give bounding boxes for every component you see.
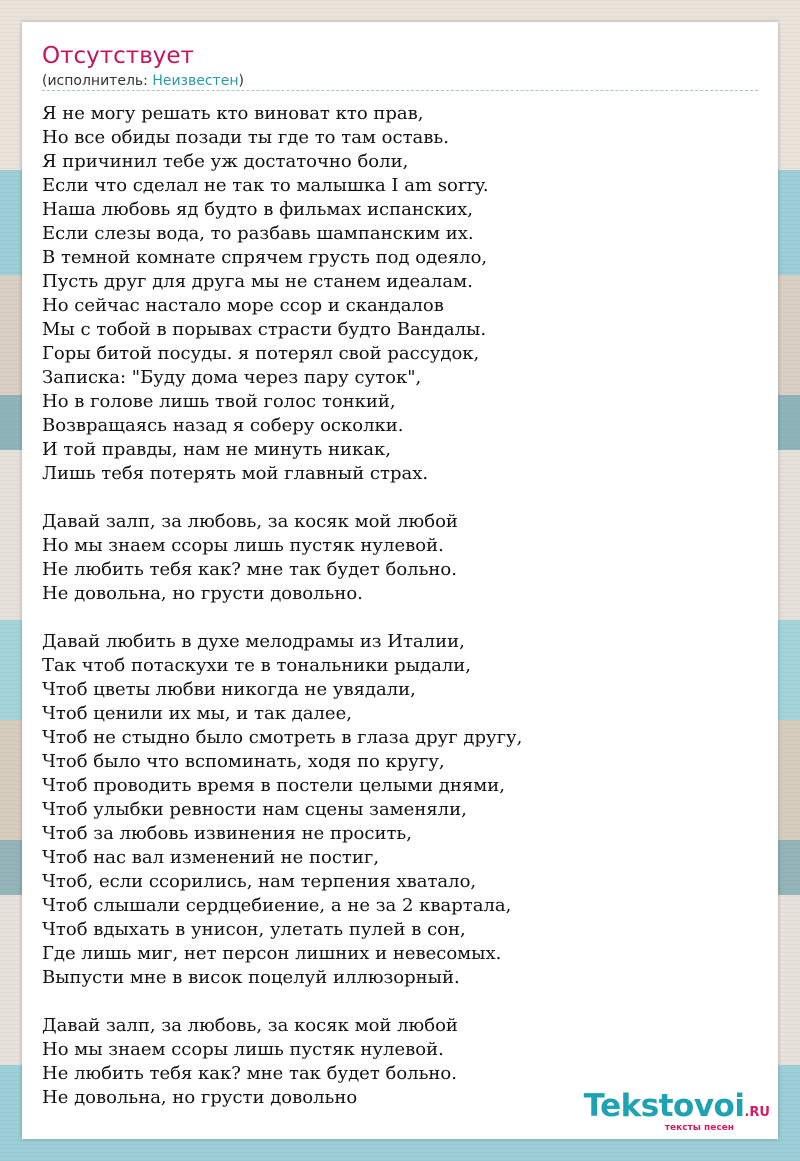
- lyrics-text: [42, 102, 758, 1110]
- lyric-line: Чтоб, если ссорились, нам терпения хватало,: [42, 871, 477, 892]
- site-logo[interactable]: [560, 1089, 770, 1133]
- lyric-line: Пусть друг для друга мы не станем идеалам.: [42, 271, 473, 292]
- lyric-line: Чтоб нас вал изменений не постиг,: [42, 847, 380, 868]
- lyric-line: Наша любовь яд будто в фильмах испанских,: [42, 199, 474, 220]
- lyric-line: Давай залп, за любовь, за косяк мой любой: [42, 1015, 458, 1036]
- title-divider: [42, 90, 758, 91]
- lyric-line: Если что сделал не так то малышка I am sorry.: [42, 175, 489, 196]
- lyric-line: Чтоб за любовь извинения не просить,: [42, 823, 412, 844]
- artist-prefix: (исполнитель:: [42, 73, 153, 89]
- lyric-line: Но мы знаем ссоры лишь пустяк нулевой.: [42, 535, 444, 556]
- lyric-line: Не любить тебя как? мне так будет больно.: [42, 559, 457, 580]
- lyric-line: Но мы знаем ссоры лишь пустяк нулевой.: [42, 1039, 444, 1060]
- lyric-line: Чтоб вдыхать в унисон, улетать пулей в сон,: [42, 919, 466, 940]
- lyric-line: Чтоб ценили их мы, и так далее,: [42, 703, 352, 724]
- lyric-line: Я причинил тебе уж достаточно боли,: [42, 151, 409, 172]
- lyric-line: Чтоб слышали сердцебиение, а не за 2 квартала,: [42, 895, 512, 916]
- lyric-line: Давай залп, за любовь, за косяк мой любой: [42, 511, 458, 532]
- lyric-line: [42, 486, 758, 510]
- lyric-line: Мы с тобой в порывах страсти будто Вандалы.: [42, 319, 487, 340]
- lyric-line: Горы битой посуды. я потерял свой рассудок,: [42, 343, 480, 364]
- lyric-line: [42, 606, 758, 630]
- lyric-line: [42, 990, 758, 1014]
- logo-name: Tekstovoi: [583, 1088, 745, 1124]
- lyric-line: Если слезы вода, то разбавь шампанским их.: [42, 223, 474, 244]
- lyric-line: Чтоб цветы любви никогда не увядали,: [42, 679, 416, 700]
- lyric-line: Лишь тебя потерять мой главный страх.: [42, 463, 429, 484]
- lyric-line: Чтоб проводить время в постели целыми днями,: [42, 775, 505, 796]
- lyric-line: Но все обиды позади ты где то там оставь.: [42, 127, 449, 148]
- lyric-line: Чтоб не стыдно было смотреть в глаза друг другу,: [42, 727, 523, 748]
- artist-suffix: ): [238, 73, 244, 89]
- lyric-line: Я не могу решать кто виноват кто прав,: [42, 103, 424, 124]
- logo-tagline: тексты песен: [664, 1123, 734, 1133]
- artist-line: [42, 72, 244, 90]
- lyric-line: Выпусти мне в висок поцелуй иллюзорный.: [42, 967, 460, 988]
- lyric-line: Чтоб улыбки ревности нам сцены заменяли,: [42, 799, 467, 820]
- logo-tld: .RU: [744, 1105, 770, 1120]
- lyric-line: Записка: "Буду дома через пару суток",: [42, 367, 422, 388]
- song-title: Отсутствует: [42, 43, 194, 69]
- lyric-line: Возвращаясь назад я соберу осколки.: [42, 415, 404, 436]
- lyric-line: Не любить тебя как? мне так будет больно.: [42, 1063, 457, 1084]
- lyric-line: Не довольна, но грусти довольно: [42, 1087, 358, 1108]
- artist-link[interactable]: Неизвестен: [152, 73, 239, 89]
- lyric-line: Чтоб было что вспоминать, ходя по кругу,: [42, 751, 445, 772]
- lyric-line: Давай любить в духе мелодрамы из Италии,: [42, 631, 465, 652]
- lyric-line: Но в голове лишь твой голос тонкий,: [42, 391, 396, 412]
- lyric-line: Но сейчас настало море ссор и скандалов: [42, 295, 444, 316]
- lyric-line: Где лишь миг, нет персон лишних и невесомых.: [42, 943, 502, 964]
- lyric-line: И той правды, нам не минуть никак,: [42, 439, 392, 460]
- lyrics-card: [22, 22, 778, 1139]
- lyric-line: Не довольна, но грусти довольно.: [42, 583, 363, 604]
- lyric-line: В темной комнате спрячем грусть под одеяло,: [42, 247, 488, 268]
- lyric-line: Так чтоб потаскухи те в тональники рыдали,: [42, 655, 472, 676]
